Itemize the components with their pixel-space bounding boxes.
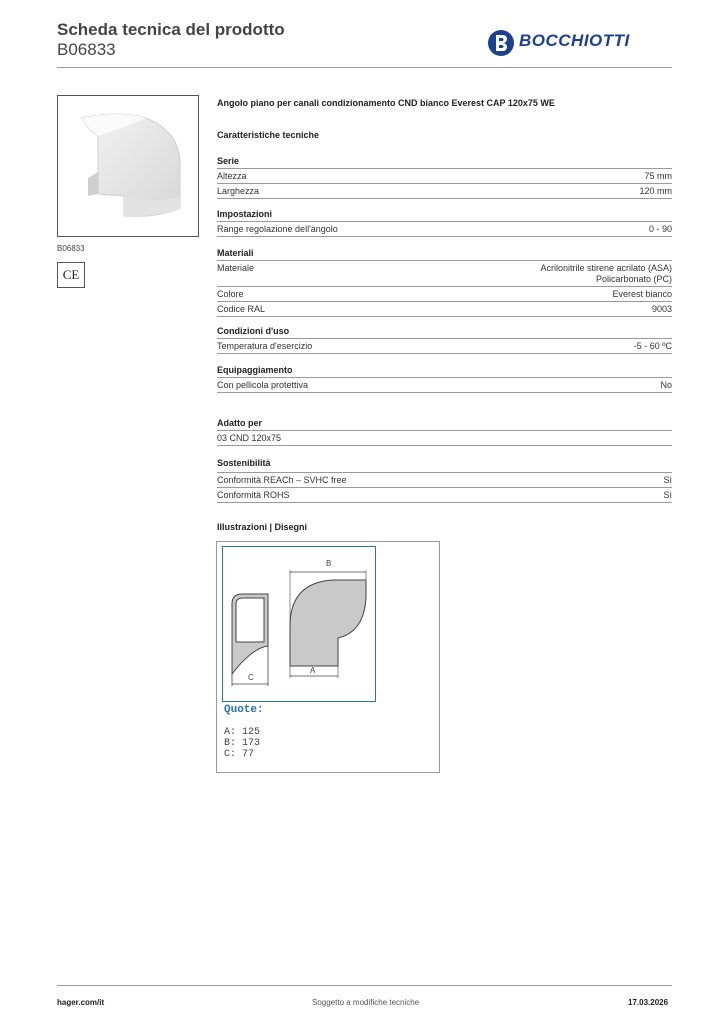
- section-equipaggiamento-title: Equipaggiamento: [217, 365, 293, 375]
- spec-label: Temperatura d'esercizio: [217, 341, 313, 351]
- spec-value: Acrilonitrile stirene acrilato (ASA): [540, 263, 672, 273]
- spec-label: Con pellicola protettiva: [217, 380, 309, 390]
- section-materiali-title: Materiali: [217, 248, 254, 258]
- brand-name: BOCCHIOTTI: [519, 31, 630, 50]
- spec-row: [217, 287, 672, 302]
- header-divider: [57, 67, 672, 68]
- section-impostazioni-title: Impostazioni: [217, 209, 273, 219]
- image-caption: B06833: [57, 244, 85, 253]
- quote-line: A: 125: [224, 727, 261, 738]
- spec-row: [217, 378, 672, 393]
- spec-row: [217, 261, 672, 287]
- quote-line: C: 77: [224, 749, 255, 760]
- spec-value: Sì: [663, 475, 672, 485]
- spec-label: Conformità ROHS: [217, 490, 290, 500]
- product-code: B06833: [57, 40, 116, 59]
- spec-label: Colore: [217, 289, 244, 299]
- spec-row: [217, 431, 672, 446]
- spec-row: [217, 339, 672, 354]
- dim-label-c: C: [248, 673, 254, 682]
- dim-label-b: B: [326, 559, 332, 568]
- spec-value: No: [660, 380, 672, 390]
- spec-label: Conformità REACh – SVHC free: [217, 475, 347, 485]
- spec-row: [217, 222, 672, 237]
- spec-row: [217, 184, 672, 199]
- spec-label: Materiale: [217, 263, 255, 273]
- spec-row: [217, 302, 672, 317]
- spec-label: Range regolazione dell'angolo: [217, 224, 338, 234]
- spec-value: 75 mm: [644, 171, 672, 181]
- footer-divider: [57, 985, 672, 986]
- dimension-drawing: [222, 546, 376, 702]
- quote-line: B: 173: [224, 738, 261, 749]
- page-title: Scheda tecnica del prodotto: [57, 20, 285, 39]
- spec-row: [217, 169, 672, 184]
- spec-value: 9003: [651, 304, 672, 314]
- spec-value: 0 - 90: [648, 224, 672, 234]
- section-illustrazioni-title: Illustrazioni | Disegni: [217, 522, 308, 532]
- spec-value-secondary: Policarbonato (PC): [595, 274, 672, 284]
- spec-label: Larghezza: [217, 186, 260, 196]
- section-sostenibilita-title: Sostenibilità: [217, 458, 271, 468]
- product-name: Angolo piano per canali condizionamento CND bianco Everest CAP 120x75 WE: [217, 98, 555, 108]
- quote-title: Quote:: [224, 704, 264, 716]
- footer-website-link[interactable]: hager.com/it: [57, 998, 105, 1007]
- spec-row: [217, 473, 672, 488]
- section-adatto-title: Adatto per: [217, 418, 262, 428]
- spec-row: [217, 488, 672, 503]
- section-serie-title: Serie: [217, 156, 240, 166]
- spec-label: 03 CND 120x75: [217, 433, 282, 443]
- product-image: [57, 95, 199, 237]
- spec-value: 120 mm: [639, 186, 672, 196]
- spec-value: -5 - 60 ºC: [633, 341, 672, 351]
- spec-value: Everest bianco: [612, 289, 672, 299]
- spec-label: Altezza: [217, 171, 247, 181]
- section-condizioni-title: Condizioni d'uso: [217, 326, 290, 336]
- footer-date: 17.03.2026: [628, 998, 669, 1007]
- spec-label: Codice RAL: [217, 304, 266, 314]
- dim-label-a: A: [310, 666, 316, 675]
- section-tech-title: Caratteristiche tecniche: [217, 130, 320, 140]
- ce-mark-icon: CE: [57, 262, 85, 288]
- footer-note: Soggetto a modifiche tecniche: [312, 998, 420, 1007]
- spec-value: Sì: [663, 490, 672, 500]
